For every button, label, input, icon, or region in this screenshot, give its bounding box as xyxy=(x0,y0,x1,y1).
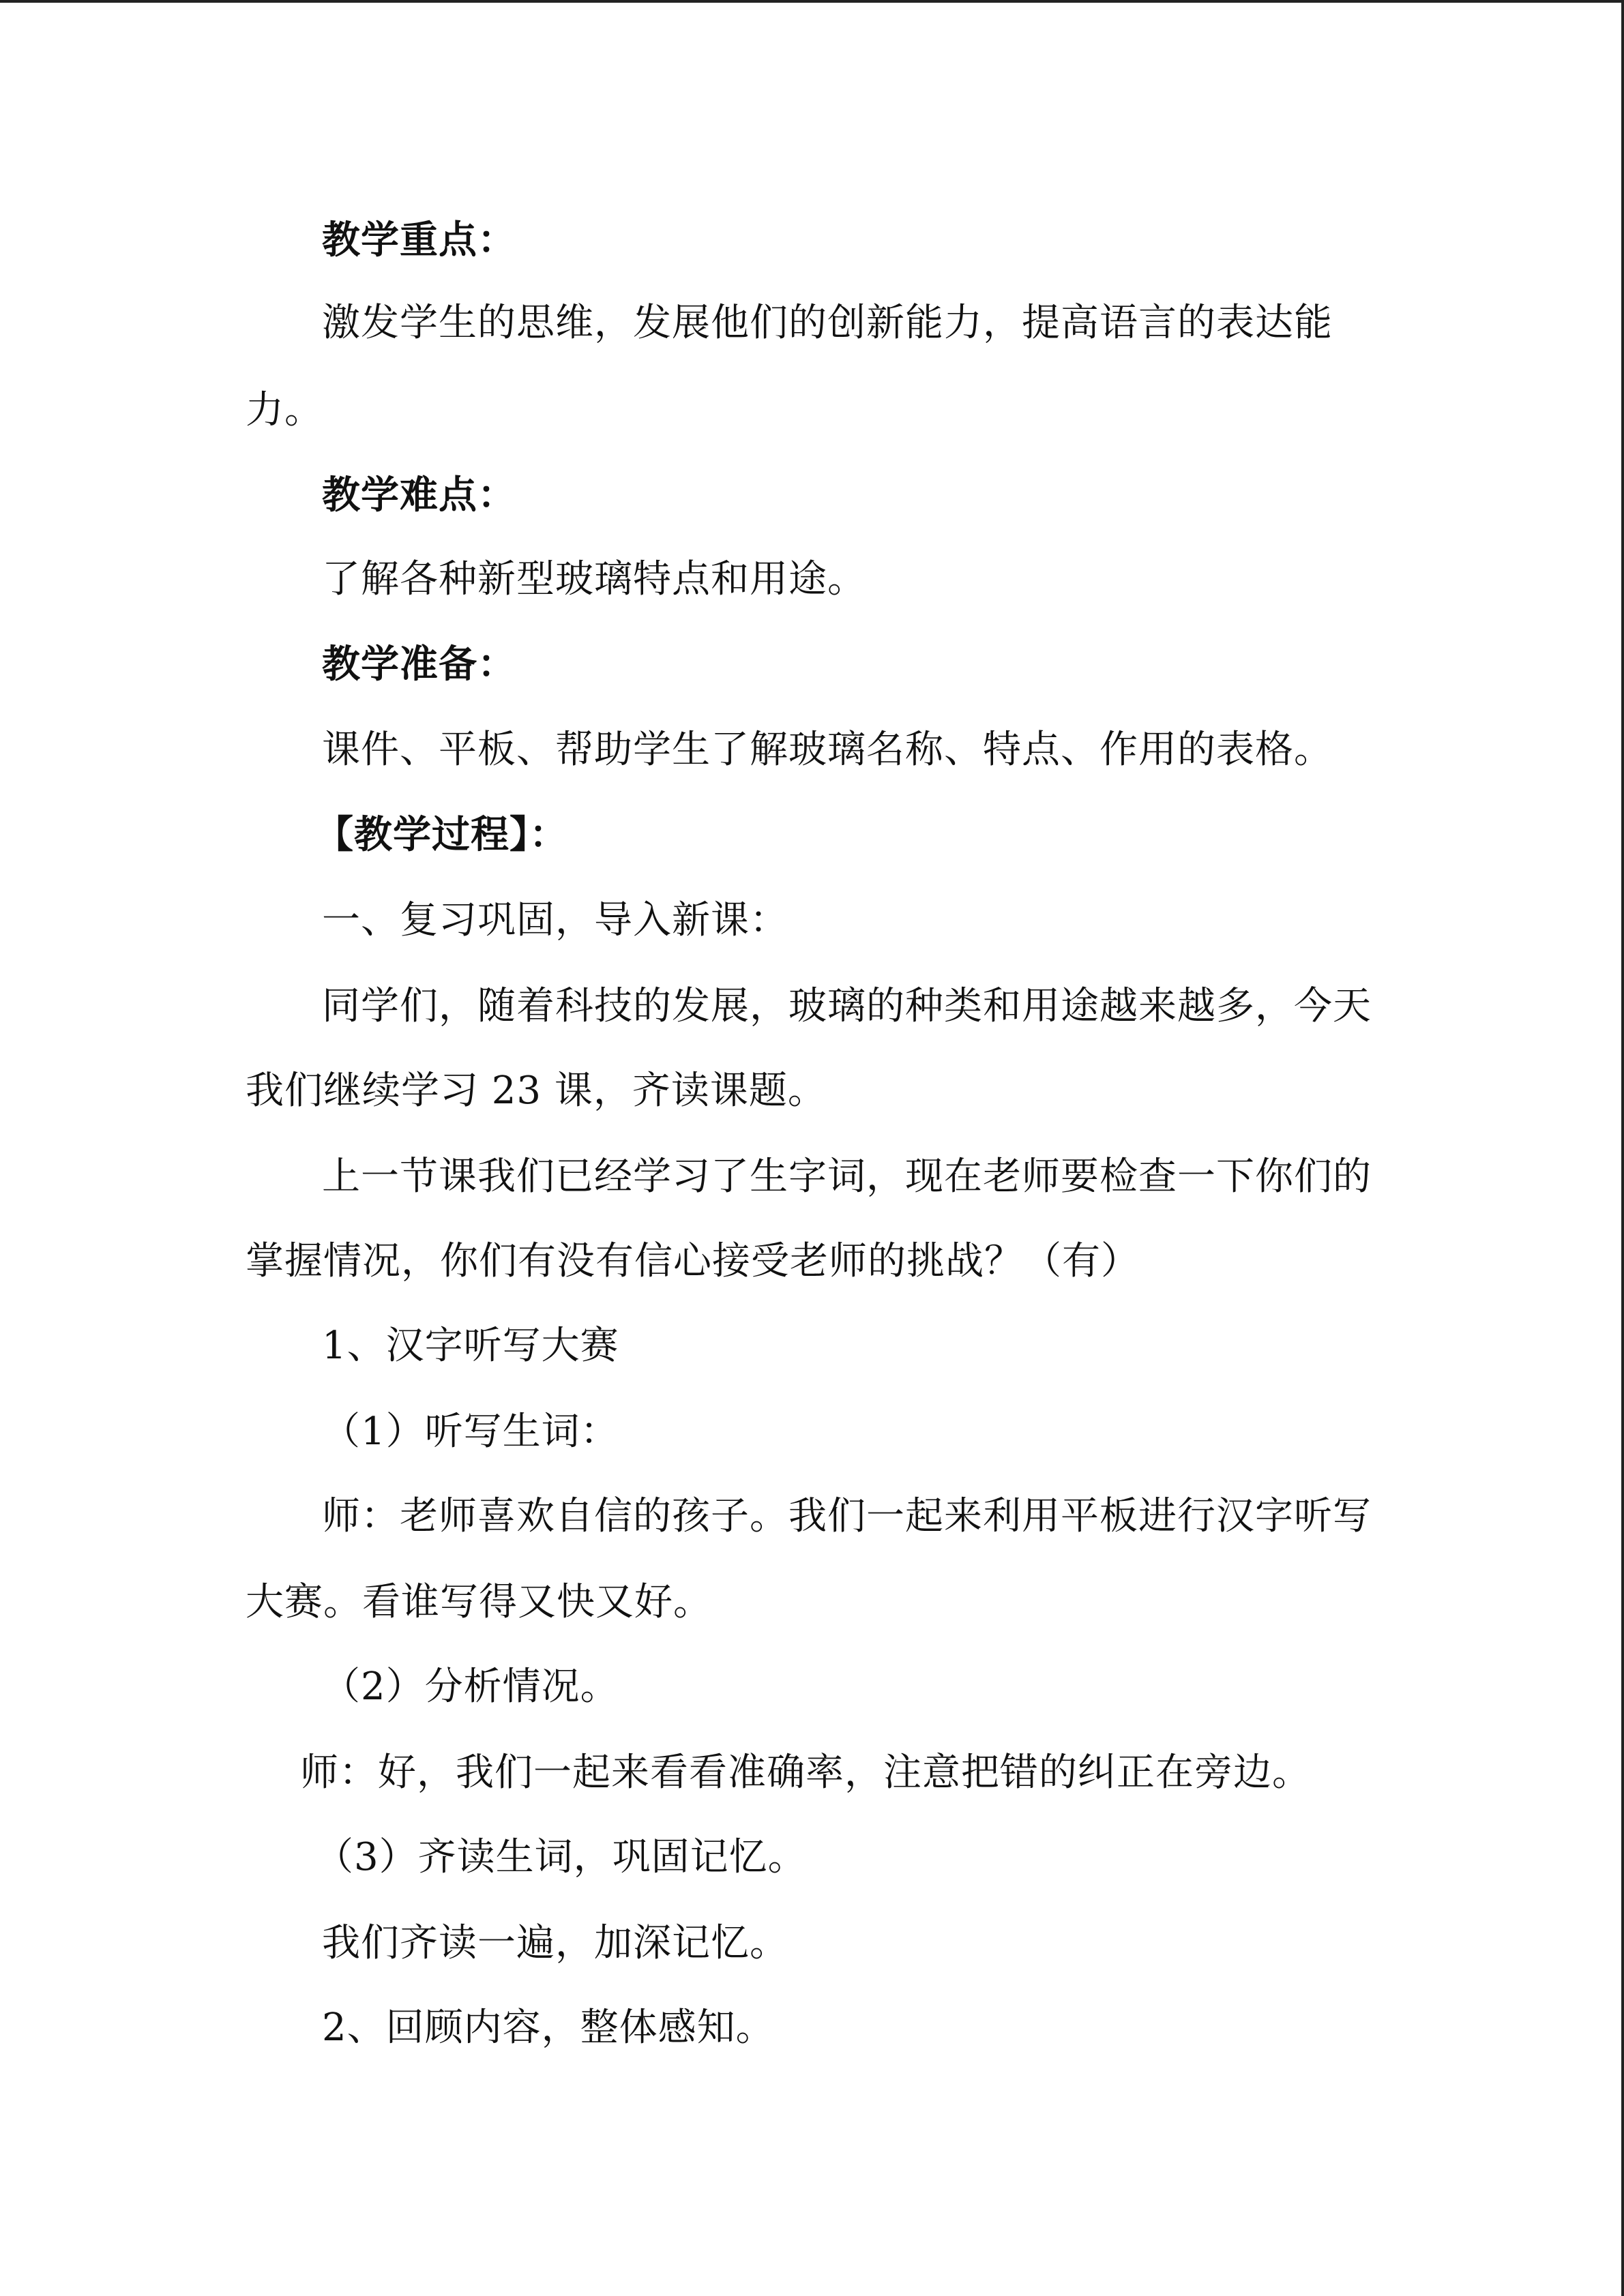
paragraph-teacher-2: 师：好，我们一起来看看准确率，注意把错的纠正在旁边。 xyxy=(300,1750,1311,1795)
paragraph-teacher-1-line-2: 大赛。看谁写得又快又好。 xyxy=(246,1580,712,1624)
paragraph-intro-line-1: 同学们，随着科技的发展，玻璃的种类和用途越来越多，今天 xyxy=(322,984,1372,1028)
paragraph-read: 我们齐读一遍，加深记忆。 xyxy=(322,1921,788,1965)
heading-key-points: 教学重点： xyxy=(322,218,516,263)
sub-item-1: （1）听写生词： xyxy=(322,1410,619,1454)
heading-process: 【教学过程】： xyxy=(315,812,568,857)
section-1-title: 一、复习巩固，导入新课： xyxy=(322,898,788,942)
paragraph-review-line-2: 掌握情况，你们有没有信心接受老师的挑战？（有） xyxy=(246,1239,1140,1283)
paragraph-key-points-line-2: 力。 xyxy=(246,388,323,432)
paragraph-intro-line-2: 我们继续学习 23 课，齐读课题。 xyxy=(246,1069,827,1113)
paragraph-difficulties: 了解各种新型玻璃特点和用途。 xyxy=(322,557,866,601)
page-border-right xyxy=(1621,0,1624,2296)
item-1-title: 1、汉字听写大赛 xyxy=(322,1324,619,1368)
heading-preparation: 教学准备： xyxy=(322,642,516,687)
paragraph-key-points-line-1: 激发学生的思维，发展他们的创新能力，提高语言的表达能 xyxy=(322,301,1333,345)
heading-difficulties: 教学难点： xyxy=(322,473,516,518)
paragraph-review-line-1: 上一节课我们已经学习了生字词，现在老师要检查一下你们的 xyxy=(322,1154,1372,1199)
paragraph-teacher-1-line-1: 师：老师喜欢自信的孩子。我们一起来利用平板进行汉字听写 xyxy=(322,1494,1372,1538)
sub-item-2: （2）分析情况。 xyxy=(322,1665,619,1709)
sub-item-3: （3）齐读生词，巩固记忆。 xyxy=(315,1835,807,1879)
paragraph-preparation: 课件、平板、帮助学生了解玻璃名称、特点、作用的表格。 xyxy=(322,728,1333,772)
item-2-title: 2、回顾内容，整体感知。 xyxy=(322,2006,775,2050)
page-border-top xyxy=(0,0,1624,3)
